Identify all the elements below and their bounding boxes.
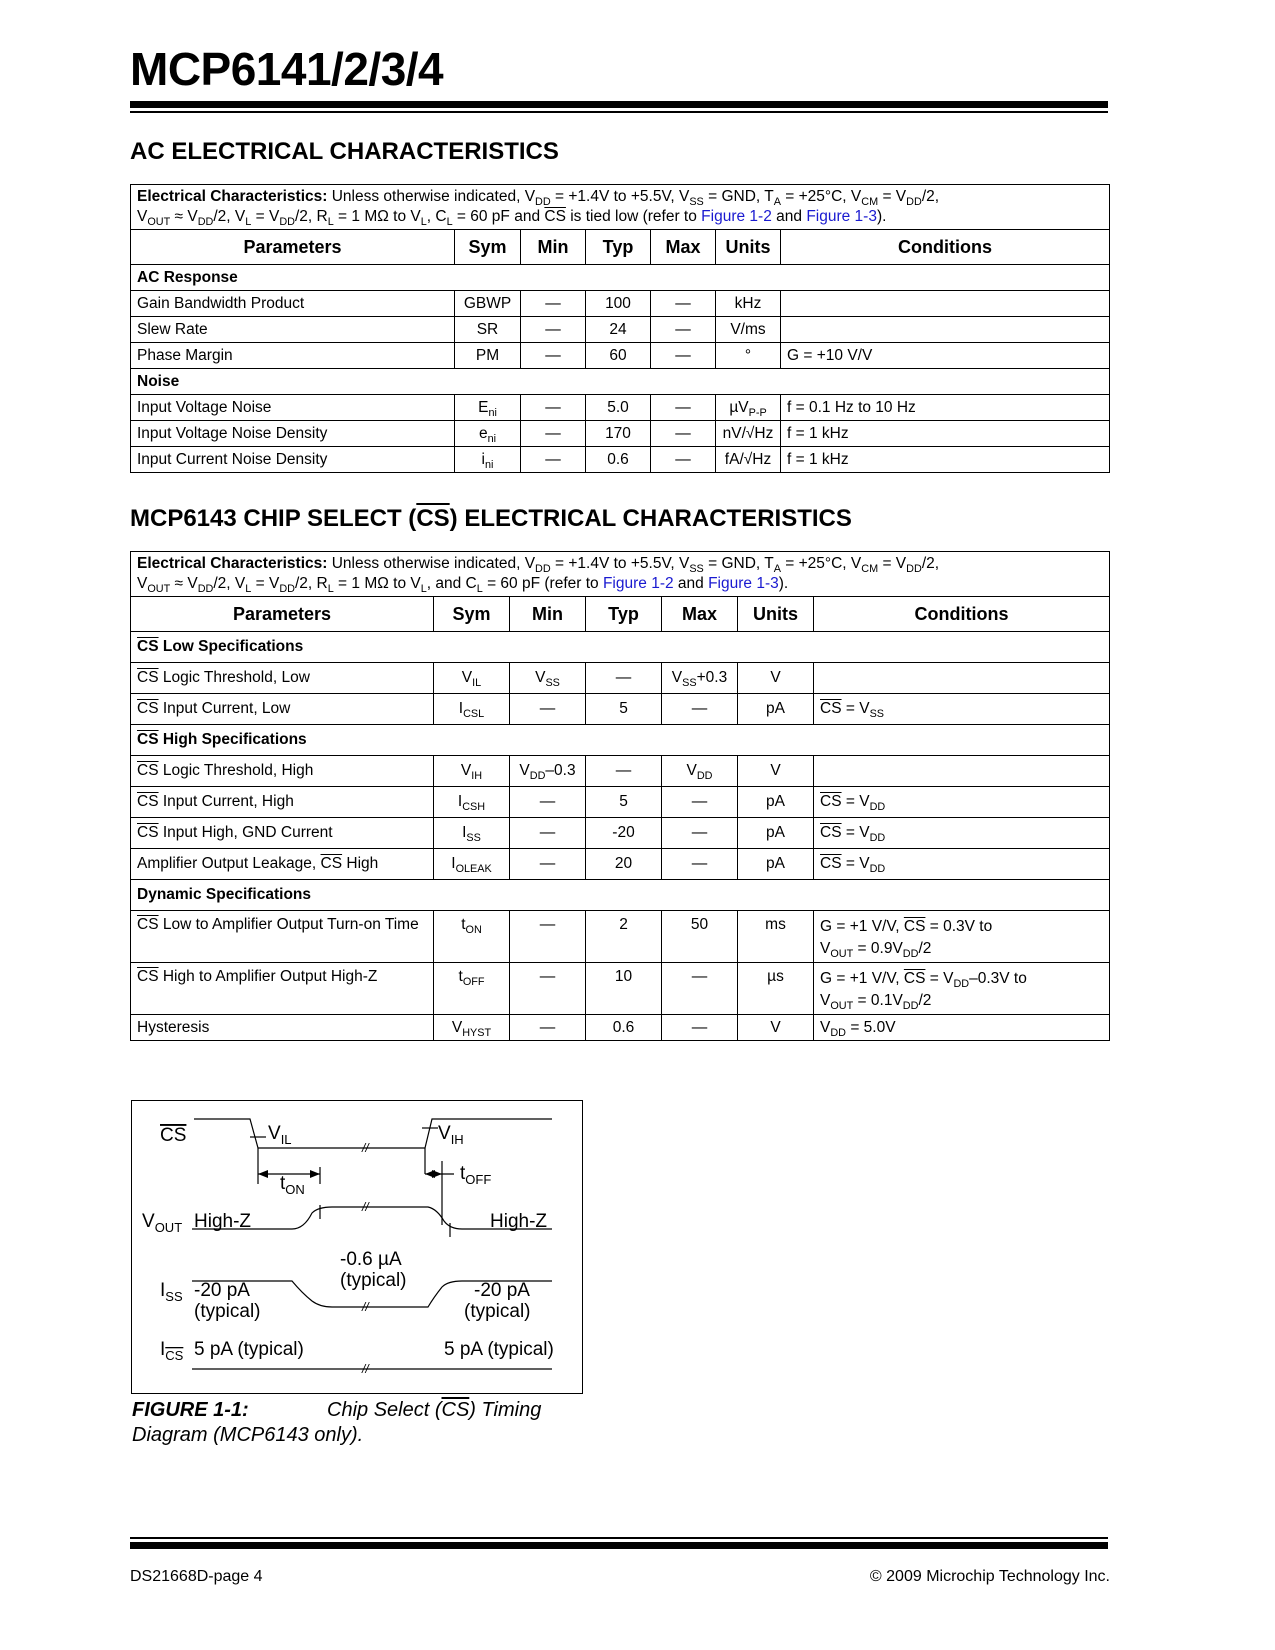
cs-conditions-text: Electrical Characteristics: Unless otherwise indicated, $V_{DD} = +1.4V$ to +5.5V, $V_{SS}$ = GND, $T_A = +25^\circ C$, $V_{CM} = V_{DD}/2$, $V_{OUT} \approx V_{DD}/2$, $V_L = V_{DD}/2$, $R_L = 1$ MΩ to $V_L$, and $C_L = 60$ pF (refer to Figure 1-2 and Figure 1-3). [131, 552, 1110, 597]
sym-cell: $E_{ni}$ [455, 395, 521, 421]
group-label: $\overline{CS}$ Low Specifications [131, 632, 1110, 663]
cs-section-heading: MCP6143 CHIP SELECT (CS) ELECTRICAL CHARACTERISTICS [130, 505, 852, 532]
cond-cell: $V_{DD} = 5.0V$ [814, 1015, 1110, 1041]
max-cell: — [651, 447, 716, 473]
param-cell: $\overline{CS}$ Logic Threshold, Low [131, 663, 434, 694]
cond-cell: G = +1 V/V, $\overline{CS} = 0.3V$ to $V_{OUT} = 0.9V_{DD}/2$ [814, 911, 1110, 963]
typ-cell: 170 [586, 421, 651, 447]
units-cell: ° [716, 343, 781, 369]
sym-cell: $I_{CSH}$ [434, 787, 510, 818]
typ-cell: -20 [586, 818, 662, 849]
typ-cell: 5.0 [586, 395, 651, 421]
typ-cell: 60 [586, 343, 651, 369]
figure-1-2-link[interactable]: Figure 1-2 [701, 208, 772, 225]
units-cell: V/ms [716, 317, 781, 343]
cond-cell: f = 0.1 Hz to 10 Hz [781, 395, 1110, 421]
footer-page-number: DS21668D-page 4 [130, 1568, 263, 1585]
group-label: Dynamic Specifications [131, 880, 1110, 911]
param-cell: Slew Rate [131, 317, 455, 343]
ics-right-label: 5 pA (typical) [444, 1339, 554, 1360]
max-cell: — [662, 963, 738, 1015]
col-header-units: Units [738, 597, 814, 632]
param-cell: Gain Bandwidth Product [131, 291, 455, 317]
toff-label: $t_{OFF}$ [460, 1163, 492, 1187]
timing-diagram-svg [132, 1101, 582, 1393]
units-cell: pA [738, 787, 814, 818]
min-cell: — [521, 291, 586, 317]
col-header-conditions: Conditions [814, 597, 1110, 632]
min-cell: — [521, 421, 586, 447]
table-row [131, 291, 1110, 317]
title-rule-thick [130, 101, 1108, 108]
sym-cell: $I_{CSL}$ [434, 694, 510, 725]
min-cell: — [521, 343, 586, 369]
table-row [131, 756, 1110, 787]
ac-conditions-row [131, 185, 1110, 230]
cond-cell: G = +10 V/V [781, 343, 1110, 369]
vih-label: $V_{IH}$ [438, 1123, 464, 1147]
iss-mid-label-1: -0.6 µA [340, 1249, 402, 1270]
sym-cell: $V_{IH}$ [434, 756, 510, 787]
param-cell: $\overline{CS}$ Input Current, High [131, 787, 434, 818]
cs-signal-label: CS [160, 1125, 187, 1146]
min-cell: — [510, 787, 586, 818]
figure-1-3-link[interactable]: Figure 1-3 [806, 208, 877, 225]
table-row [131, 395, 1110, 421]
units-cell: pA [738, 849, 814, 880]
min-cell: — [521, 395, 586, 421]
cond-cell [781, 317, 1110, 343]
ton-arrow-left [258, 1170, 268, 1178]
units-cell: nV/√Hz [716, 421, 781, 447]
col-header-parameters: Parameters [131, 597, 434, 632]
col-header-conditions: Conditions [781, 230, 1110, 265]
vout-label: $V_{OUT}$ [142, 1211, 183, 1235]
typ-cell: 2 [586, 911, 662, 963]
param-cell: Amplifier Output Leakage, $\overline{CS}$ High [131, 849, 434, 880]
max-cell: — [651, 395, 716, 421]
timing-diagram [131, 1100, 583, 1394]
units-cell: kHz [716, 291, 781, 317]
param-cell: $\overline{CS}$ Input High, GND Current [131, 818, 434, 849]
typ-cell: — [586, 663, 662, 694]
break-mark: // [362, 1362, 369, 1376]
sym-cell: $t_{ON}$ [434, 911, 510, 963]
typ-cell: 0.6 [586, 447, 651, 473]
param-cell: Hysteresis [131, 1015, 434, 1041]
group-label: Noise [131, 369, 1110, 395]
table-row [131, 963, 1110, 1015]
title-rule-thin [130, 111, 1108, 113]
cond-cell: f = 1 kHz [781, 447, 1110, 473]
group-row [131, 369, 1110, 395]
sym-cell: $i_{ni}$ [455, 447, 521, 473]
typ-cell: 20 [586, 849, 662, 880]
table-row [131, 317, 1110, 343]
max-cell: — [651, 421, 716, 447]
units-cell: pA [738, 818, 814, 849]
col-header-typ: Typ [586, 597, 662, 632]
ac-header-row [131, 230, 1110, 265]
max-cell: — [662, 694, 738, 725]
col-header-max: Max [651, 230, 716, 265]
vil-label: $V_{IL}$ [268, 1123, 292, 1147]
max-cell: — [662, 818, 738, 849]
break-mark: // [362, 1200, 369, 1214]
min-cell: — [510, 1015, 586, 1041]
max-cell: — [662, 849, 738, 880]
group-row [131, 880, 1110, 911]
sym-cell: $V_{HYST}$ [434, 1015, 510, 1041]
units-cell: fA/√Hz [716, 447, 781, 473]
min-cell: — [510, 694, 586, 725]
min-cell: — [510, 963, 586, 1015]
units-cell: µs [738, 963, 814, 1015]
max-cell: — [662, 1015, 738, 1041]
ton-label: $t_{ON}$ [280, 1173, 305, 1197]
ac-conditions-text: Electrical Characteristics: Unless otherwise indicated, $V_{DD} = +1.4V$ to +5.5V, $V_{SS}$ = GND, $T_A = +25^\circ C$, $V_{CM} = V_{DD}/2$, $V_{OUT} \approx V_{DD}/2$, $V_L = V_{DD}/2$, $R_L = 1$ MΩ to $V_L$, $C_L = 60$ pF and $\overline{CS}$ is tied low (refer to Figure 1-2 and Figure 1-3). [131, 185, 1110, 230]
col-header-parameters: Parameters [131, 230, 455, 265]
max-cell: — [651, 291, 716, 317]
iss-mid-label-2: (typical) [340, 1270, 407, 1291]
ics-label: $I_{CS}$ [160, 1339, 184, 1363]
sym-cell: $V_{IL}$ [434, 663, 510, 694]
cs-characteristics-table [130, 551, 1110, 1041]
col-header-sym: Sym [455, 230, 521, 265]
iss-left-label-2: (typical) [194, 1301, 261, 1322]
col-header-typ: Typ [586, 230, 651, 265]
table-row [131, 911, 1110, 963]
units-cell: pA [738, 694, 814, 725]
figure-caption: FIGURE 1-1: Chip Select $(\overline{CS})$ Timing Diagram (MCP6143 only). [132, 1399, 542, 1446]
cond-cell [814, 663, 1110, 694]
figure-caption-line2: Diagram (MCP6143 only). [132, 1424, 364, 1446]
max-cell: $V_{DD}$ [662, 756, 738, 787]
param-cell: Input Current Noise Density [131, 447, 455, 473]
cond-cell [781, 291, 1110, 317]
min-cell: — [521, 317, 586, 343]
max-cell: $V_{SS}+0.3$ [662, 663, 738, 694]
table-row [131, 663, 1110, 694]
col-header-sym: Sym [434, 597, 510, 632]
table-row [131, 818, 1110, 849]
group-row [131, 632, 1110, 663]
sym-cell: $e_{ni}$ [455, 421, 521, 447]
cs-header-row [131, 597, 1110, 632]
table-row [131, 447, 1110, 473]
max-cell: 50 [662, 911, 738, 963]
table-row [131, 343, 1110, 369]
cs-conditions-row [131, 552, 1110, 597]
ac-characteristics-table [130, 184, 1110, 473]
col-header-min: Min [521, 230, 586, 265]
typ-cell: 5 [586, 694, 662, 725]
footer-rule-thin [130, 1537, 1108, 1539]
typ-cell: 0.6 [586, 1015, 662, 1041]
param-cell: Input Voltage Noise Density [131, 421, 455, 447]
cond-cell: $\overline{CS} = V_{DD}$ [814, 818, 1110, 849]
group-label: AC Response [131, 265, 1110, 291]
typ-cell: 10 [586, 963, 662, 1015]
sym-cell: $I_{SS}$ [434, 818, 510, 849]
param-cell: Input Voltage Noise [131, 395, 455, 421]
col-header-min: Min [510, 597, 586, 632]
units-cell: V [738, 1015, 814, 1041]
min-cell: — [510, 818, 586, 849]
iss-right-label-2: (typical) [464, 1301, 531, 1322]
max-cell: — [651, 343, 716, 369]
typ-cell: 24 [586, 317, 651, 343]
typ-cell: — [586, 756, 662, 787]
table-row [131, 787, 1110, 818]
group-row [131, 725, 1110, 756]
param-cell: $\overline{CS}$ Logic Threshold, High [131, 756, 434, 787]
footer-copyright: © 2009 Microchip Technology Inc. [869, 1568, 1110, 1585]
col-header-units: Units [716, 230, 781, 265]
typ-cell: 100 [586, 291, 651, 317]
table-row [131, 694, 1110, 725]
sym-cell: GBWP [455, 291, 521, 317]
min-cell: — [510, 911, 586, 963]
iss-left-label-1: -20 pA [194, 1280, 250, 1301]
break-mark: // [362, 1300, 369, 1314]
figure-1-3-link[interactable]: Figure 1-3 [708, 575, 779, 592]
ton-arrow-right [310, 1170, 320, 1178]
document-title: MCP6141/2/3/4 [130, 43, 444, 95]
units-cell: V [738, 663, 814, 694]
figure-caption-label: FIGURE 1-1: [132, 1399, 249, 1421]
group-row [131, 265, 1110, 291]
min-cell: — [510, 849, 586, 880]
table-row [131, 849, 1110, 880]
units-cell: ms [738, 911, 814, 963]
min-cell: $V_{DD}-0.3$ [510, 756, 586, 787]
param-cell: $\overline{CS}$ High to Amplifier Output High-Z [131, 963, 434, 1015]
col-header-max: Max [662, 597, 738, 632]
figure-1-2-link[interactable]: Figure 1-2 [602, 575, 674, 592]
cond-cell: $\overline{CS} = V_{DD}$ [814, 787, 1110, 818]
table-row [131, 1015, 1110, 1041]
param-cell: $\overline{CS}$ Low to Amplifier Output Turn-on Time [131, 911, 434, 963]
min-cell: $V_{SS}$ [510, 663, 586, 694]
cond-cell: f = 1 kHz [781, 421, 1110, 447]
sym-cell: PM [455, 343, 521, 369]
units-cell: V [738, 756, 814, 787]
param-cell: Phase Margin [131, 343, 455, 369]
toff-arrow-right [432, 1170, 442, 1178]
table-row [131, 421, 1110, 447]
break-mark: // [362, 1141, 369, 1155]
iss-label: $I_{SS}$ [160, 1280, 183, 1304]
highz-left-label: High-Z [194, 1211, 252, 1232]
cond-cell: G = +1 V/V, $\overline{CS} = V_{DD}-0.3V$ to $V_{OUT} = 0.1V_{DD}/2$ [814, 963, 1110, 1015]
sym-cell: SR [455, 317, 521, 343]
ac-section-heading: AC ELECTRICAL CHARACTERISTICS [130, 138, 559, 165]
units-cell: µV$_{P-P}$ [716, 395, 781, 421]
cond-cell [814, 756, 1110, 787]
cs-waveform [194, 1119, 552, 1148]
max-cell: — [651, 317, 716, 343]
iss-right-label-1: -20 pA [474, 1280, 530, 1301]
cond-cell: $\overline{CS} = V_{SS}$ [814, 694, 1110, 725]
ics-left-label: 5 pA (typical) [194, 1339, 304, 1360]
group-label: $\overline{CS}$ High Specifications [131, 725, 1110, 756]
highz-right-label: High-Z [490, 1211, 548, 1232]
max-cell: — [662, 787, 738, 818]
min-cell: — [521, 447, 586, 473]
cond-cell: $\overline{CS} = V_{DD}$ [814, 849, 1110, 880]
sym-cell: $I_{OLEAK}$ [434, 849, 510, 880]
sym-cell: $t_{OFF}$ [434, 963, 510, 1015]
typ-cell: 5 [586, 787, 662, 818]
param-cell: $\overline{CS}$ Input Current, Low [131, 694, 434, 725]
footer-rule-thick [130, 1542, 1108, 1549]
